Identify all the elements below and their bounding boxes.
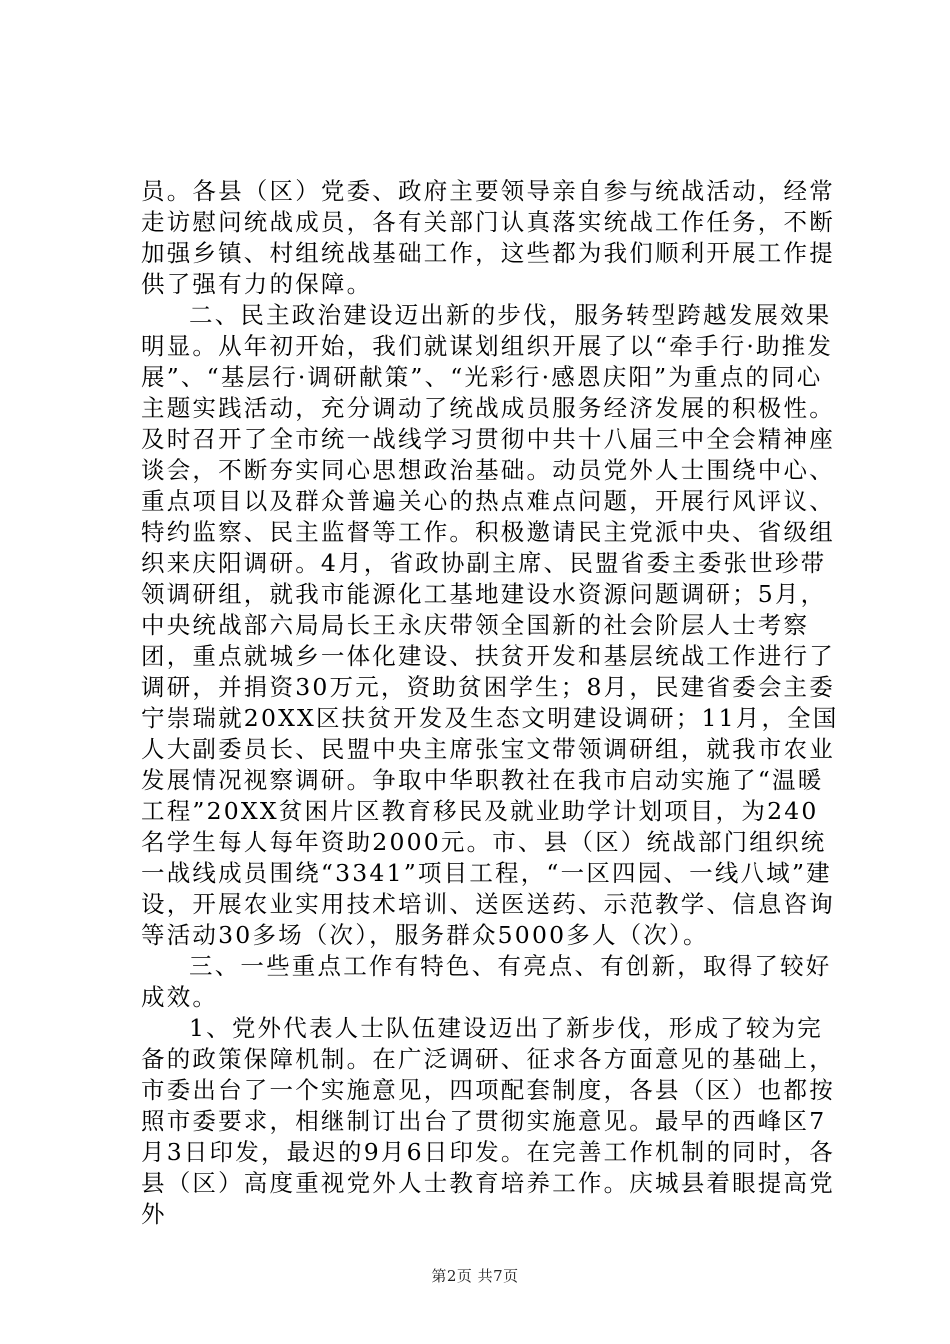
document-body xyxy=(141,176,841,1230)
page-footer: 第2页 共7页 xyxy=(431,1267,519,1285)
paragraph-continuation: 员。各县（区）党委、政府主要领导亲自参与统战活动，经常走访慰问统战成员，各有关部门认真落实统战工作任务，不断加强乡镇、村组统战基础工作，这些都为我们顺利开展工作提供了强有力的保障。 xyxy=(141,177,835,298)
paragraph-section-three: 三、一些重点工作有特色、有亮点、有创新，取得了较好成效。 xyxy=(141,952,832,1011)
paragraph-item-one: 1、党外代表人士队伍建设迈出了新步伐，形成了较为完备的政策保障机制。在广泛调研、征求各方面意见的基础上，市委出台了一个实施意见，四项配套制度，各县（区）也都按照市委要求，相继制订出台了贯彻实施意见。最早的西峰区7月3日印发，最迟的9月6日印发。在完善工作机制的同时，各县（区）高度重视党外人士教育培养工作。庆城县着眼提高党外 xyxy=(141,1014,835,1228)
paragraph-section-two: 二、民主政治建设迈出新的步伐，服务转型跨越发展效果明显。从年初开始，我们就谋划组织开展了以“牵手行·助推发展”、“基层行·调研献策”、“光彩行·感恩庆阳”为重点的同心主题实践活动，充分调动了统战成员服务经济发展的积极性。及时召开了全市统一战线学习贯彻中共十八届三中全会精神座谈会，不断夯实同心思想政治基础。动员党外人士围绕中心、重点项目以及群众普遍关心的热点难点问题，开展行风评议、特约监察、民主监督等工作。积极邀请民主党派中央、省级组织来庆阳调研。4月，省政协副主席、民盟省委主委张世珍带领调研组，就我市能源化工基地建设水资源问题调研；5月，中央统战部六局局长王永庆带领全国新的社会阶层人士考察团，重点就城乡一体化建设、扶贫开发和基层统战工作进行了调研，并捐资30万元，资助贫困学生；8月，民建省委会主委宁崇瑞就20XX区扶贫开发及生态文明建设调研；11月，全国人大副委员长、民盟中央主席张宝文带领调研组，就我市农业发展情况视察调研。争取中华职教社在我市启动实施了“温暖工程”20XX贫困片区教育移民及就业助学计划项目，为240名学生每人每年资助2000元。市、县（区）统战部门组织统一战线成员围绕“3341”项目工程，“一区四园、一线八域”建设，开展农业实用技术培训、送医送药、示范教学、信息咨询等活动30多场（次），服务群众5000多人（次）。 xyxy=(141,301,839,949)
